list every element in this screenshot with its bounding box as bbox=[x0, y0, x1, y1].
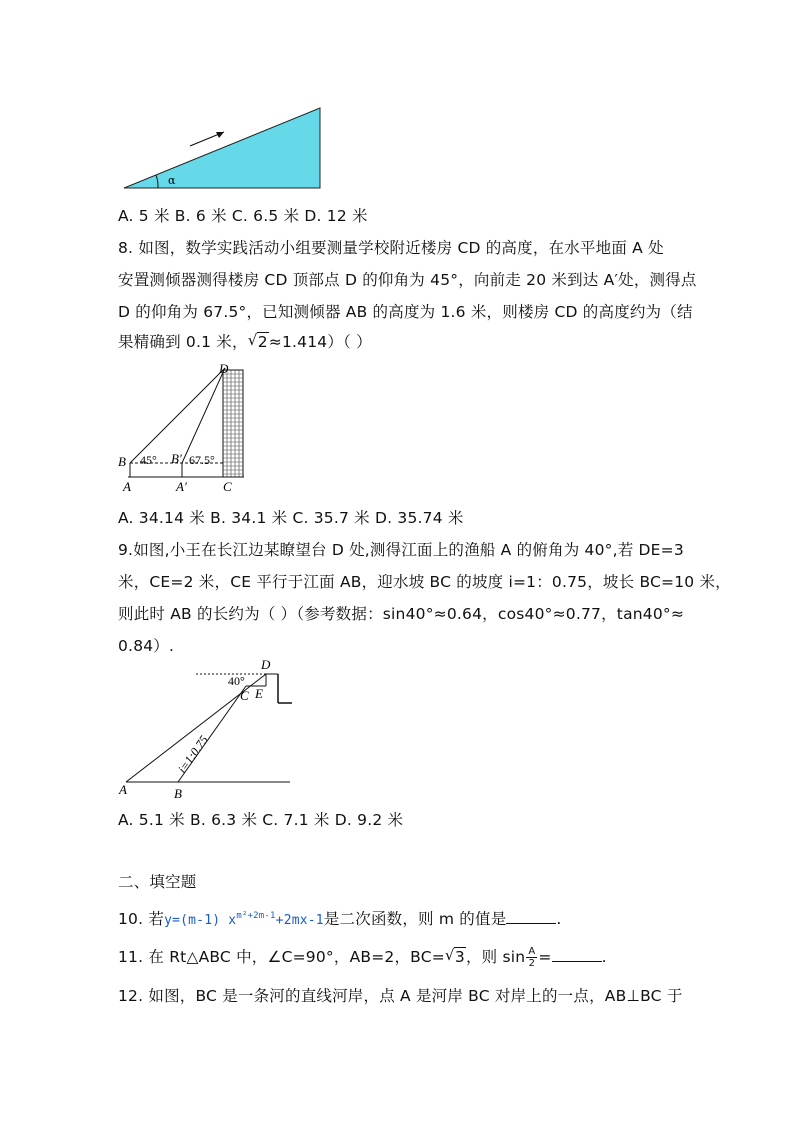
q8-line1: 8. 如图，数学实践活动小组要测量学校附近楼房 CD 的高度，在水平地面 A 处 bbox=[118, 239, 664, 257]
label-D: D bbox=[219, 361, 229, 376]
q11-prefix: 11. 在 Rt△ABC 中，∠C=90°，AB=2，BC= bbox=[118, 948, 445, 966]
q9-line1: 9.如图,小王在长江边某瞭望台 D 处,测得江面上的渔船 A 的俯角为 40°,若 DE=3 bbox=[118, 541, 684, 559]
q9-options: A. 5.1 米 B. 6.3 米 C. 7.1 米 D. 9.2 米 bbox=[118, 811, 404, 829]
q10-expr-exp: m²+2m-1 bbox=[236, 911, 276, 921]
label-E: E bbox=[255, 686, 263, 701]
sqrt-two: √ 2 bbox=[247, 331, 268, 351]
q10 bbox=[118, 906, 562, 931]
figure-river bbox=[116, 656, 296, 801]
fraction-a-over-2: $\frac{A}{2}$ bbox=[528, 946, 536, 969]
label-A: A bbox=[119, 782, 127, 797]
q10-suffix: 是二次函数，则 m 的值是 bbox=[323, 910, 507, 929]
q9-line3: 则此时 AB 的长约为（ ）（参考数据：sin40°≈0.64，cos40°≈0.77，tan40°≈ bbox=[118, 605, 685, 623]
q8-options: A. 34.14 米 B. 34.1 米 C. 35.7 米 D. 35.74 米 bbox=[118, 509, 464, 527]
q11 bbox=[118, 946, 607, 969]
label-D: D bbox=[261, 657, 271, 672]
label-B: B bbox=[118, 454, 126, 469]
label-A: A bbox=[123, 479, 131, 494]
slope-triangle bbox=[124, 108, 320, 188]
q11-end: . bbox=[601, 948, 607, 966]
figure-building bbox=[116, 360, 256, 495]
q11-mid: ，则 sin bbox=[465, 948, 526, 966]
label-A-prime: A′ bbox=[176, 479, 187, 494]
q8-line4-b: ≈1.414）（ ） bbox=[268, 333, 372, 351]
label-B-prime: B′ bbox=[171, 451, 182, 466]
label-slope: i=1:0.75 bbox=[174, 732, 211, 776]
q8-line4 bbox=[118, 332, 372, 352]
q11-blank[interactable] bbox=[552, 947, 602, 962]
q10-expr-a: y=(m-1) x bbox=[164, 913, 237, 929]
q10-prefix: 10. 若 bbox=[118, 910, 165, 929]
label-C: C bbox=[223, 479, 232, 494]
q8-line4-a: 果精确到 0.1 米， bbox=[118, 333, 248, 351]
angle-alpha-label: α bbox=[168, 174, 176, 187]
q7-options: A. 5 米 B. 6 米 C. 6.5 米 D. 12 米 bbox=[118, 207, 368, 225]
label-C: C bbox=[240, 688, 249, 703]
label-B: B bbox=[174, 786, 182, 801]
label-angle-67: 67.5° bbox=[189, 453, 215, 467]
q10-end: . bbox=[556, 910, 562, 929]
q8-line3: D 的仰角为 67.5°，已知测倾器 AB 的高度为 1.6 米，则楼房 CD 的高度约为（结 bbox=[118, 303, 693, 321]
section-title: 二、填空题 bbox=[118, 873, 197, 891]
q12-line1: 12. 如图，BC 是一条河的直线河岸，点 A 是河岸 BC 对岸上的一点，AB⊥BC 于 bbox=[118, 987, 683, 1005]
label-angle-40: 40° bbox=[228, 674, 245, 688]
q8-line2: 安置测倾器测得楼房 CD 顶部点 D 的仰角为 45°，向前走 20 米到达 A′处，测得点 bbox=[118, 271, 697, 289]
q10-expr-b: +2mx-1 bbox=[275, 913, 324, 929]
q9-line4: 0.84）. bbox=[118, 637, 175, 655]
q11-eq: = bbox=[538, 948, 552, 966]
q9-line2: 米，CE=2 米，CE 平行于江面 AB，迎水坡 BC 的坡度 i=1：0.75，坡长 BC=10 米， bbox=[118, 573, 731, 591]
sqrt-three: √ 3 bbox=[444, 946, 465, 966]
label-angle-45: 45° bbox=[140, 453, 157, 467]
figure-slope bbox=[120, 104, 326, 194]
q10-blank[interactable] bbox=[506, 909, 556, 924]
